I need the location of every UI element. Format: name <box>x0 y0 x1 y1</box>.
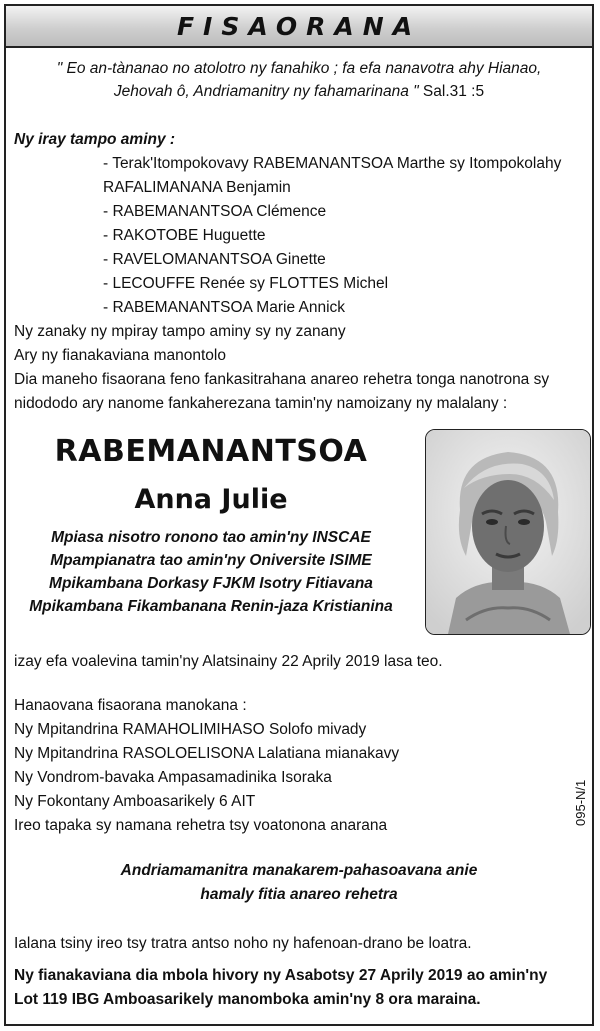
notice-frame <box>4 4 594 1026</box>
family-line: nidododo ary nanome fankaherezana tamin'ny namoizany ny malalany : <box>14 395 508 412</box>
gathering-info-line1: Ny fianakaviana dia mbola hivory ny Asabotsy 27 Aprily 2019 ao amin'ny <box>14 967 548 984</box>
title-banner <box>6 6 592 48</box>
deceased-given-name: Anna Julie <box>134 484 288 515</box>
thanks-item: Ny Mpitandrina RASOLOELISONA Lalatiana mianakavy <box>14 745 400 762</box>
burial-statement: izay efa voalevina tamin'ny Alatsinainy 22 Aprily 2019 lasa teo. <box>14 653 443 670</box>
notice-title: FISAORANA <box>176 11 422 41</box>
scripture-quote-line1: " Eo an-tànanao no atolotro ny fanahiko ; fa efa nanavotra ahy Hianao, <box>56 60 542 77</box>
thanks-item: Ny Vondrom-bavaka Ampasamadinika Isoraka <box>14 769 332 786</box>
family-line: Ary ny fianakaviana manontolo <box>14 347 226 364</box>
scripture-quote-text: Jehovah ô, Andriamanitry ny fahamarinana " <box>113 83 419 100</box>
deceased-portrait <box>425 429 591 635</box>
portrait-image <box>426 430 590 634</box>
deceased-role: Mpiasa nisotro ronono tao amin'ny INSCAE <box>51 529 371 546</box>
sibling-item: - RAKOTOBE Huguette <box>103 227 266 244</box>
thanks-item: Ny Mpitandrina RAMAHOLIMIHASO Solofo mivady <box>14 721 367 738</box>
sibling-item: RAFALIMANANA Benjamin <box>103 179 291 196</box>
thanks-item: Ny Fokontany Amboasarikely 6 AIT <box>14 793 256 810</box>
sibling-item: - RAVELOMANANTSOA Ginette <box>103 251 326 268</box>
sibling-item: - RABEMANANTSOA Clémence <box>103 203 327 220</box>
sibling-item: - Terak'Itompokovavy RABEMANANTSOA Marthe sy Itompokolahy <box>103 155 562 172</box>
blessing-line: hamaly fitia anareo rehetra <box>200 886 398 903</box>
ad-reference-code: 095-N/1 <box>573 779 588 826</box>
deceased-role: Mpampianatra tao amin'ny Oniversite ISIME <box>50 552 372 569</box>
thanks-item: Ireo tapaka sy namana rehetra tsy voatonona anarana <box>14 817 388 834</box>
scripture-reference: Sal.31 :5 <box>418 83 485 100</box>
apology-note: Ialana tsiny ireo tsy tratra antso noho ny hafenoan-drano be loatra. <box>14 935 472 952</box>
special-thanks-heading: Hanaovana fisaorana manokana : <box>14 697 247 714</box>
siblings-heading: Ny iray tampo aminy : <box>14 131 176 148</box>
sibling-item: - RABEMANANTSOA Marie Annick <box>103 299 346 316</box>
scripture-quote-line2 <box>6 82 592 102</box>
deceased-role: Mpikambana Fikambanana Renin-jaza Kristianina <box>29 598 393 615</box>
sibling-item: - LECOUFFE Renée sy FLOTTES Michel <box>103 275 389 292</box>
deceased-surname: RABEMANANTSOA <box>54 434 368 469</box>
blessing-line: Andriamamanitra manakarem-pahasoavana anie <box>120 862 478 879</box>
gathering-info-line2: Lot 119 IBG Amboasarikely manomboka amin'ny 8 ora maraina. <box>14 991 481 1008</box>
deceased-role: Mpikambana Dorkasy FJKM Isotry Fitiavana <box>49 575 373 592</box>
family-line: Ny zanaky ny mpiray tampo aminy sy ny zanany <box>14 323 346 340</box>
family-line: Dia maneho fisaorana feno fankasitrahana anareo rehetra tonga nanotrona sy <box>14 371 550 388</box>
